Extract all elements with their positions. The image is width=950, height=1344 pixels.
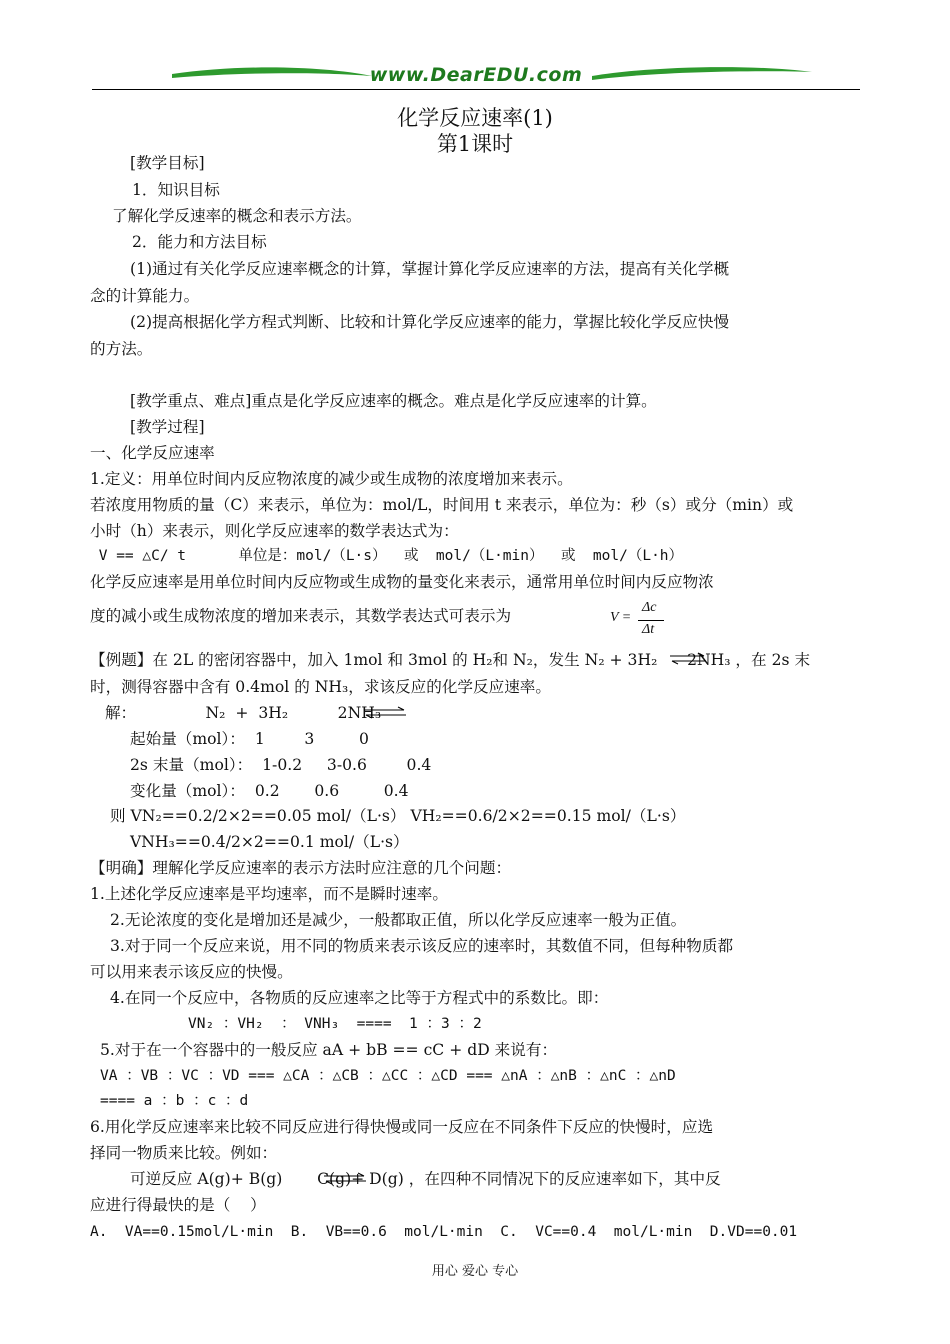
- formula-denominator: Δt: [642, 622, 655, 637]
- text-line: 1.定义：用单位时间内反应物浓度的减少或生成物的浓度增加来表示。: [90, 470, 573, 488]
- equilibrium-arrow-icon: [362, 706, 408, 720]
- text-line: 则 VN₂==0.2/2×2==0.05 mol/（L·s） VH₂==0.6/2×2==0.15 mol/（L·s）: [110, 807, 686, 825]
- list-item: 4.在同一个反应中，各物质的反应速率之比等于方程式中的系数比。即：: [110, 989, 609, 1007]
- header-rule: [92, 89, 860, 90]
- text-line: 1．知识目标: [132, 181, 220, 199]
- text-line: [教学过程]: [130, 418, 205, 436]
- table-row: 变化量（mol）： 0.2 0.6 0.4: [130, 782, 409, 800]
- list-item: 6.用化学反应速率来比较不同反应进行得快慢或同一反应在不同条件下反应的快慢时，应选: [90, 1118, 714, 1136]
- equilibrium-arrow-icon: [322, 1172, 368, 1186]
- site-url-logo: www.DearEDU.com: [369, 64, 583, 86]
- rate-formula: [610, 600, 664, 642]
- text-line: 应进行得最快的是（ ）: [90, 1196, 266, 1214]
- formula-line: VN₂ ：VH₂ ： VNH₃ ==== 1 ：3 ：2: [188, 1016, 482, 1032]
- text-line: 了解化学反速率的概念和表示方法。: [112, 207, 362, 225]
- site-header-banner: [92, 62, 860, 92]
- formula-line: ==== a ：b ：c ：d: [100, 1093, 249, 1109]
- page-footer: 用心 爱心 专心: [431, 1264, 519, 1279]
- text-line: 可以用来表示该反应的快慢。: [90, 963, 293, 981]
- text-line: 择同一物质来比较。例如：: [90, 1144, 278, 1162]
- text-line: [教学重点、难点]重点是化学反应速率的概念。难点是化学反应速率的计算。: [130, 392, 657, 410]
- formula-v: V =: [610, 610, 632, 625]
- formula-numerator: Δc: [642, 600, 657, 615]
- text-line: 念的计算能力。: [90, 287, 200, 305]
- formula-line: V == △C/ t 单位是：mol/（L·s） 或 mol/（L·min） 或 mol/（L·h）: [90, 548, 684, 564]
- text-line: 化学反应速率是用单位时间内反应物或生成物的量变化来表示，通常用单位时间内反应物浓: [90, 573, 714, 591]
- text-line: VNH₃==0.4/2×2==0.1 mol/（L·s）: [130, 833, 409, 851]
- text-line: 的方法。: [90, 340, 153, 358]
- formula-line: VA ：VB ：VC ：VD === △CA ：△CB ：△CC ：△CD === △nA ：△nB ：△nC ：△nD: [100, 1068, 676, 1084]
- solution-line: 解： N₂ + 3H₂ 2NH₃: [100, 704, 382, 722]
- text-line: 时，测得容器中含有 0.4mol 的 NH₃，求该反应的化学反应速率。: [90, 678, 551, 696]
- text-line: 度的减小或生成物浓度的增加来表示，其数学表达式可表示为: [90, 607, 512, 625]
- text-line: 2．能力和方法目标: [132, 233, 267, 251]
- answer-options: A. VA==0.15mol/L·min B. VB==0.6 mol/L·min C. VC==0.4 mol/L·min D.VD==0.01: [90, 1224, 798, 1240]
- table-row: 2s 末量（mol）： 1-0.2 3-0.6 0.4: [130, 756, 432, 774]
- example-line: 【例题】在 2L 的密闭容器中，加入 1mol 和 3mol 的 H₂和 N₂，发生 N₂ + 3H₂ 2NH₃ ，在 2s 末: [90, 651, 811, 669]
- page-subtitle: 第1课时: [436, 132, 514, 156]
- list-item: 2.无论浓度的变化是增加还是减少，一般都取正值，所以化学反应速率一般为正值。: [110, 911, 687, 929]
- text-line: 【明确】理解化学反应速率的表示方法时应注意的几个问题：: [90, 859, 512, 877]
- equilibrium-arrow-icon: [668, 652, 708, 666]
- fraction-bar: [638, 620, 664, 621]
- text-line: 小时（h）来表示，则化学反应速率的数学表达式为：: [90, 522, 459, 540]
- page-title: 化学反应速率(1): [397, 106, 553, 130]
- table-row: 起始量（mol）： 1 3 0: [130, 730, 369, 748]
- text-line: (2)提高根据化学方程式判断、比较和计算化学反应速率的能力，掌握比较化学反应快慢: [130, 313, 730, 331]
- section-heading: 一、化学反应速率: [90, 444, 215, 462]
- text-line: [教学目标]: [130, 154, 205, 172]
- text-line: 可逆反应 A(g)+ B(g) C(g)+ D(g) ，在四种不同情况下的反应速率如下，其中反: [130, 1170, 721, 1188]
- text-line: (1)通过有关化学反应速率概念的计算，掌握计算化学反应速率的方法，提高有关化学概: [130, 260, 730, 278]
- list-item: 1.上述化学反应速率是平均速率，而不是瞬时速率。: [90, 885, 448, 903]
- list-item: 3.对于同一个反应来说，用不同的物质来表示该反应的速率时，其数值不同，但每种物质都: [110, 937, 734, 955]
- list-item: 5.对于在一个容器中的一般反应 aA + bB == cC + dD 来说有：: [100, 1041, 558, 1059]
- text-line: 若浓度用物质的量（C）来表示，单位为：mol/L，时间用 t 来表示，单位为：秒（s）或分（min）或: [90, 496, 794, 514]
